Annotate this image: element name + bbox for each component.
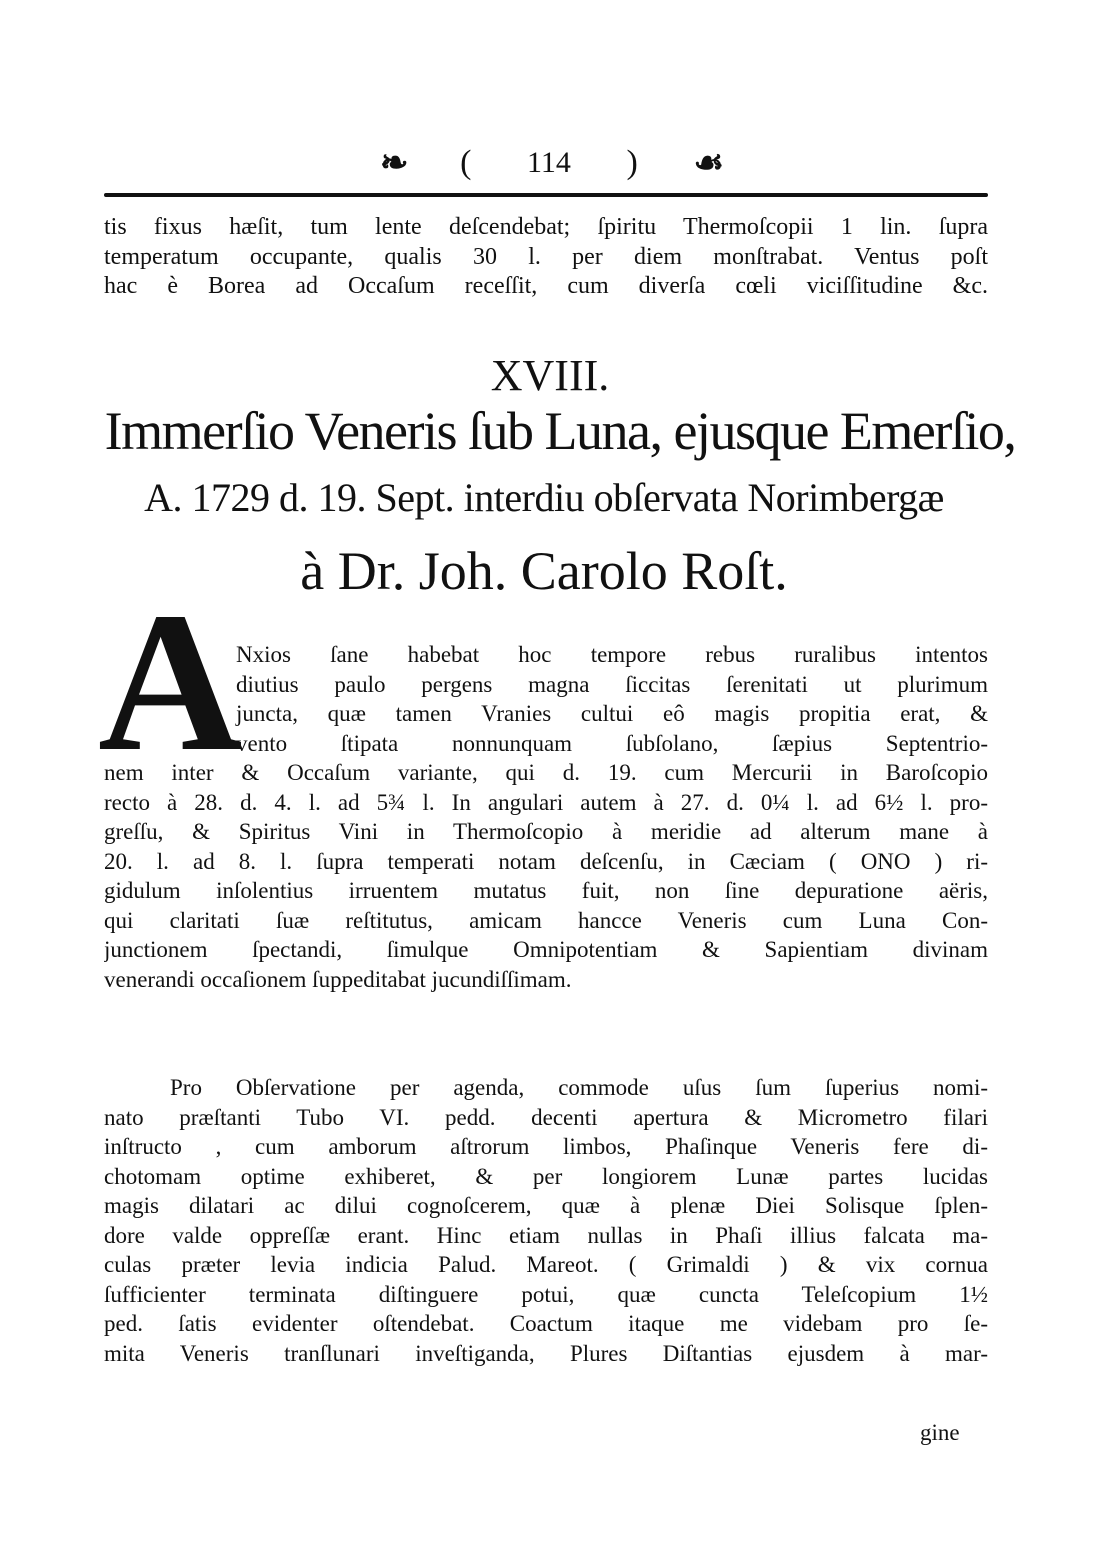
section-title-line-2: A. 1729 d. 19. Sept. interdiu obſervata Norimbergæ: [144, 475, 944, 520]
ornament-left-icon: ❧: [380, 145, 405, 182]
text-line: junctionem ſpectandi, ſimulque Omnipotentiam & Sapientiam divinam: [104, 937, 988, 962]
text-line: nato præſtanti Tubo VI. pedd. decenti apertura & Micrometro filari: [104, 1104, 988, 1130]
text-line: Nxios ſane habebat hoc tempore rebus ruralibus intentos: [236, 642, 988, 667]
text-line: chotomam optime exhiberet, & per longiorem Lunæ partes lucidas: [104, 1163, 988, 1189]
header-rule: [104, 193, 988, 197]
text-line: culas præter levia indicia Palud. Mareot. ( Grimaldi ) & vix cornua: [104, 1252, 988, 1277]
text-line: hac è Borea ad Occaſum receſſit, cum diverſa cœli viciſſitudine &c.: [104, 273, 988, 299]
text-line: dore valde oppreſſæ erant. Hinc etiam nullas in Phaſi illius falcata ma-: [104, 1222, 988, 1248]
text-line: ped. ſatis evidenter oſtendebat. Coactum itaque me videbam pro ſe-: [104, 1311, 988, 1336]
text-line: greſſu, & Spiritus Vini in Thermoſcopio à meridie ad alterum mane à: [104, 819, 988, 844]
text-line: 20. l. ad 8. l. ſupra temperati notam deſcenſu, in Cæciam ( ONO ) ri-: [104, 848, 988, 874]
text-line: Pro Obſervatione per agenda, commode uſus ſum ſuperius nomi-: [170, 1075, 988, 1100]
text-line: vento ſtipata nonnunquam ſubſolano, ſæpius Septentrio-: [236, 730, 988, 756]
running-head: [380, 138, 720, 188]
page-number: 114: [527, 146, 571, 179]
paragraph-1: [104, 640, 988, 994]
paragraph-2: [104, 1073, 988, 1368]
close-paren: ): [626, 144, 638, 181]
section-title-line-1: Immerſio Veneris ſub Luna, ejusque Emerſio,: [104, 401, 1016, 461]
text-line: mita Veneris tranſlunari inveſtiganda, Plures Diſtantias ejusdem à mar-: [104, 1340, 988, 1366]
continuation-text: [104, 212, 988, 301]
text-line: magis dilatari ac dilui cognoſcerem, quæ à plenæ Diei Solisque ſplen-: [104, 1193, 988, 1218]
text-line: recto à 28. d. 4. l. ad 5¾ l. In angulari autem à 27. d. 0¼ l. ad 6½ l. pro-: [104, 789, 988, 815]
ornament-right-icon: ☙: [693, 145, 720, 182]
text-line: qui claritati ſuæ reſtitutus, amicam hancce Veneris cum Luna Con-: [104, 907, 988, 933]
text-line: diutius paulo pergens magna ſiccitas ſerenitati ut plurimum: [236, 671, 988, 697]
text-line: temperatum occupante, qualis 30 l. per diem monſtrabat. Ventus poſt: [104, 243, 988, 270]
text-line: juncta, quæ tamen Vranies cultui eô magis propitia erat, &: [236, 701, 988, 726]
catchword: gine: [920, 1420, 960, 1445]
section-author: à Dr. Joh. Carolo Roſt.: [300, 541, 788, 601]
text-line: tis fixus hæſit, tum lente deſcendebat; ſpiritu Thermoſcopii 1 lin. ſupra: [104, 214, 988, 240]
text-line: ſufficienter terminata diſtinguere potui, quæ cuncta Teleſcopium 1½: [104, 1281, 988, 1307]
text-line: nem inter & Occaſum variante, qui d. 19. cum Mercurii in Baroſcopio: [104, 760, 988, 785]
drop-cap: A: [98, 572, 243, 793]
text-line: gidulum inſolentius irruentem mutatus fuit, non ſine depuratione aëris,: [104, 878, 988, 903]
text-line: inſtructo , cum amborum aſtrorum limbos, Phaſinque Veneris fere di-: [104, 1134, 988, 1159]
section-number: XVIII.: [490, 351, 610, 400]
text-line: venerandi occaſionem ſuppeditabat jucundiſſimam.: [104, 966, 572, 992]
open-paren: (: [460, 144, 472, 181]
